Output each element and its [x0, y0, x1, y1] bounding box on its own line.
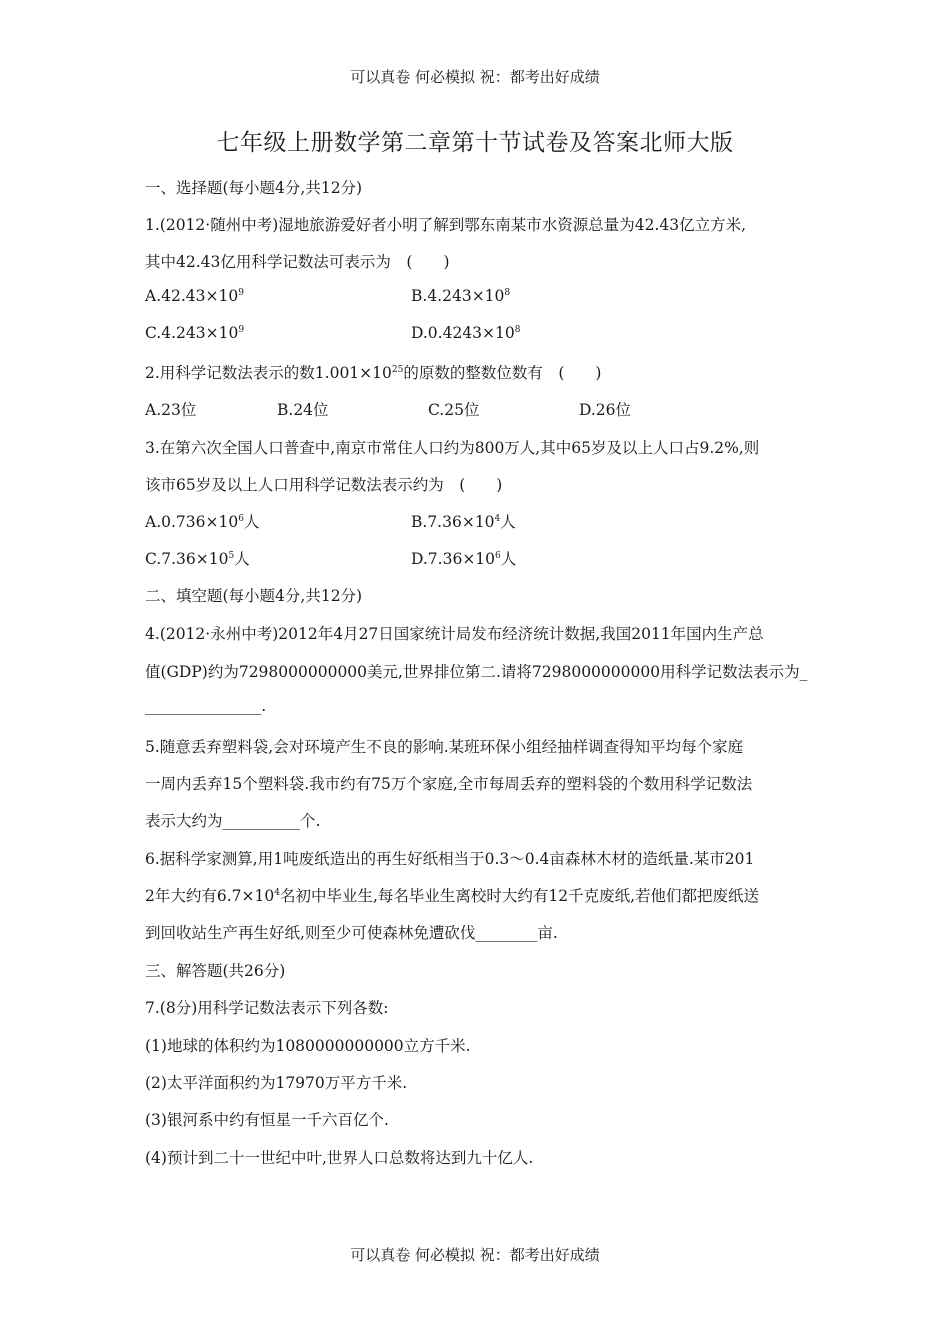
question-1-option-d: $D.0.4243\times 10^8$: [411, 324, 521, 342]
question-1-option-b: $B.4.243\times 10^8$: [411, 287, 511, 305]
question-7-part-2: (2)太平洋面积约为17970万平方千米.: [145, 1074, 408, 1092]
answer-bracket: ( ): [558, 364, 602, 382]
question-7-stem: 7.(8分)用科学记数法表示下列各数:: [145, 999, 389, 1017]
question-2-option-b: B.24位: [277, 401, 329, 419]
question-3-line-2: 该市65岁及以上人口用科学记数法表示约为 ( ): [145, 476, 503, 494]
question-6-line-3: 到回收站生产再生好纸,则至少可使森林免遭砍伐________亩.: [145, 924, 558, 942]
question-2-option-d: D.26位: [579, 401, 632, 419]
page-footer: 可以真卷 何必模拟 祝：都考出好成绩: [350, 1246, 600, 1264]
question-5-line-2: 一周内丢弃15个塑料袋.我市约有75万个家庭,全市每周丢弃的塑料袋的个数用科学记数法: [145, 775, 753, 793]
answer-bracket: ( ): [459, 476, 503, 494]
section-heading-choice: 一、选择题(每小题4分,共12分): [145, 179, 363, 197]
question-6-line-2: 2年大约有$6.7\times 10^4$名初中毕业生,每名毕业生离校时大约有12千克废纸,若他们都把废纸送: [145, 887, 760, 905]
question-3-option-d: $D.7.36\times 10^6$人: [411, 550, 517, 568]
question-7-part-3: (3)银河系中约有恒星一千六百亿个.: [145, 1111, 389, 1129]
question-4-line-1: 4.(2012·永州中考)2012年4月27日国家统计局发布经济统计数据,我国2011年国内生产总: [145, 625, 764, 643]
question-1-line-1: 1.(2012·随州中考)湿地旅游爱好者小明了解到鄂东南某市水资源总量为42.43亿立方米,: [145, 216, 747, 234]
section-heading-solve: 三、解答题(共26分): [145, 962, 286, 980]
question-4-line-2: 值(GDP)约为7298000000000美元,世界排位第二.请将7298000000000用科学记数法表示为_: [145, 663, 808, 681]
question-7-part-4: (4)预计到二十一世纪中叶,世界人口总数将达到九十亿人.: [145, 1149, 534, 1167]
answer-bracket: ( ): [406, 253, 450, 271]
question-7-part-1: (1)地球的体积约为1080000000000立方千米.: [145, 1037, 471, 1055]
question-3-option-a: $A.0.736\times 10^6$人: [145, 513, 260, 531]
question-3-option-c: $C.7.36\times 10^5$人: [145, 550, 250, 568]
question-3-line-1: 3.在第六次全国人口普查中,南京市常住人口约为800万人,其中65岁及以上人口占9.2%,则: [145, 439, 760, 457]
question-2-option-c: C.25位: [428, 401, 480, 419]
question-2-stem: 2.用科学记数法表示的数$1.001\times 10^{25}$的原数的整数位数有 ( ): [145, 364, 602, 382]
section-heading-fill: 二、填空题(每小题4分,共12分): [145, 587, 363, 605]
question-5-line-3: 表示大约为__________个.: [145, 812, 321, 830]
page-title: 七年级上册数学第二章第十节试卷及答案北师大版: [216, 130, 734, 156]
page-header: 可以真卷 何必模拟 祝：都考出好成绩: [350, 68, 600, 86]
question-6-line-1: 6.据科学家测算,用1吨废纸造出的再生好纸相当于0.3～0.4亩森林木材的造纸量.某市201: [145, 850, 755, 868]
question-1-line-2: 其中42.43亿用科学记数法可表示为 ( ): [145, 253, 450, 271]
question-3-option-b: $B.7.36\times 10^4$人: [411, 513, 516, 531]
question-5-line-1: 5.随意丢弃塑料袋,会对环境产生不良的影响.某班环保小组经抽样调查得知平均每个家庭: [145, 738, 744, 756]
question-1-option-c: $C.4.243\times 10^9$: [145, 324, 245, 342]
question-2-option-a: A.23位: [145, 401, 197, 419]
question-4-line-3: _______________.: [145, 697, 267, 715]
question-1-option-a: $A.42.43\times 10^9$: [145, 287, 244, 305]
